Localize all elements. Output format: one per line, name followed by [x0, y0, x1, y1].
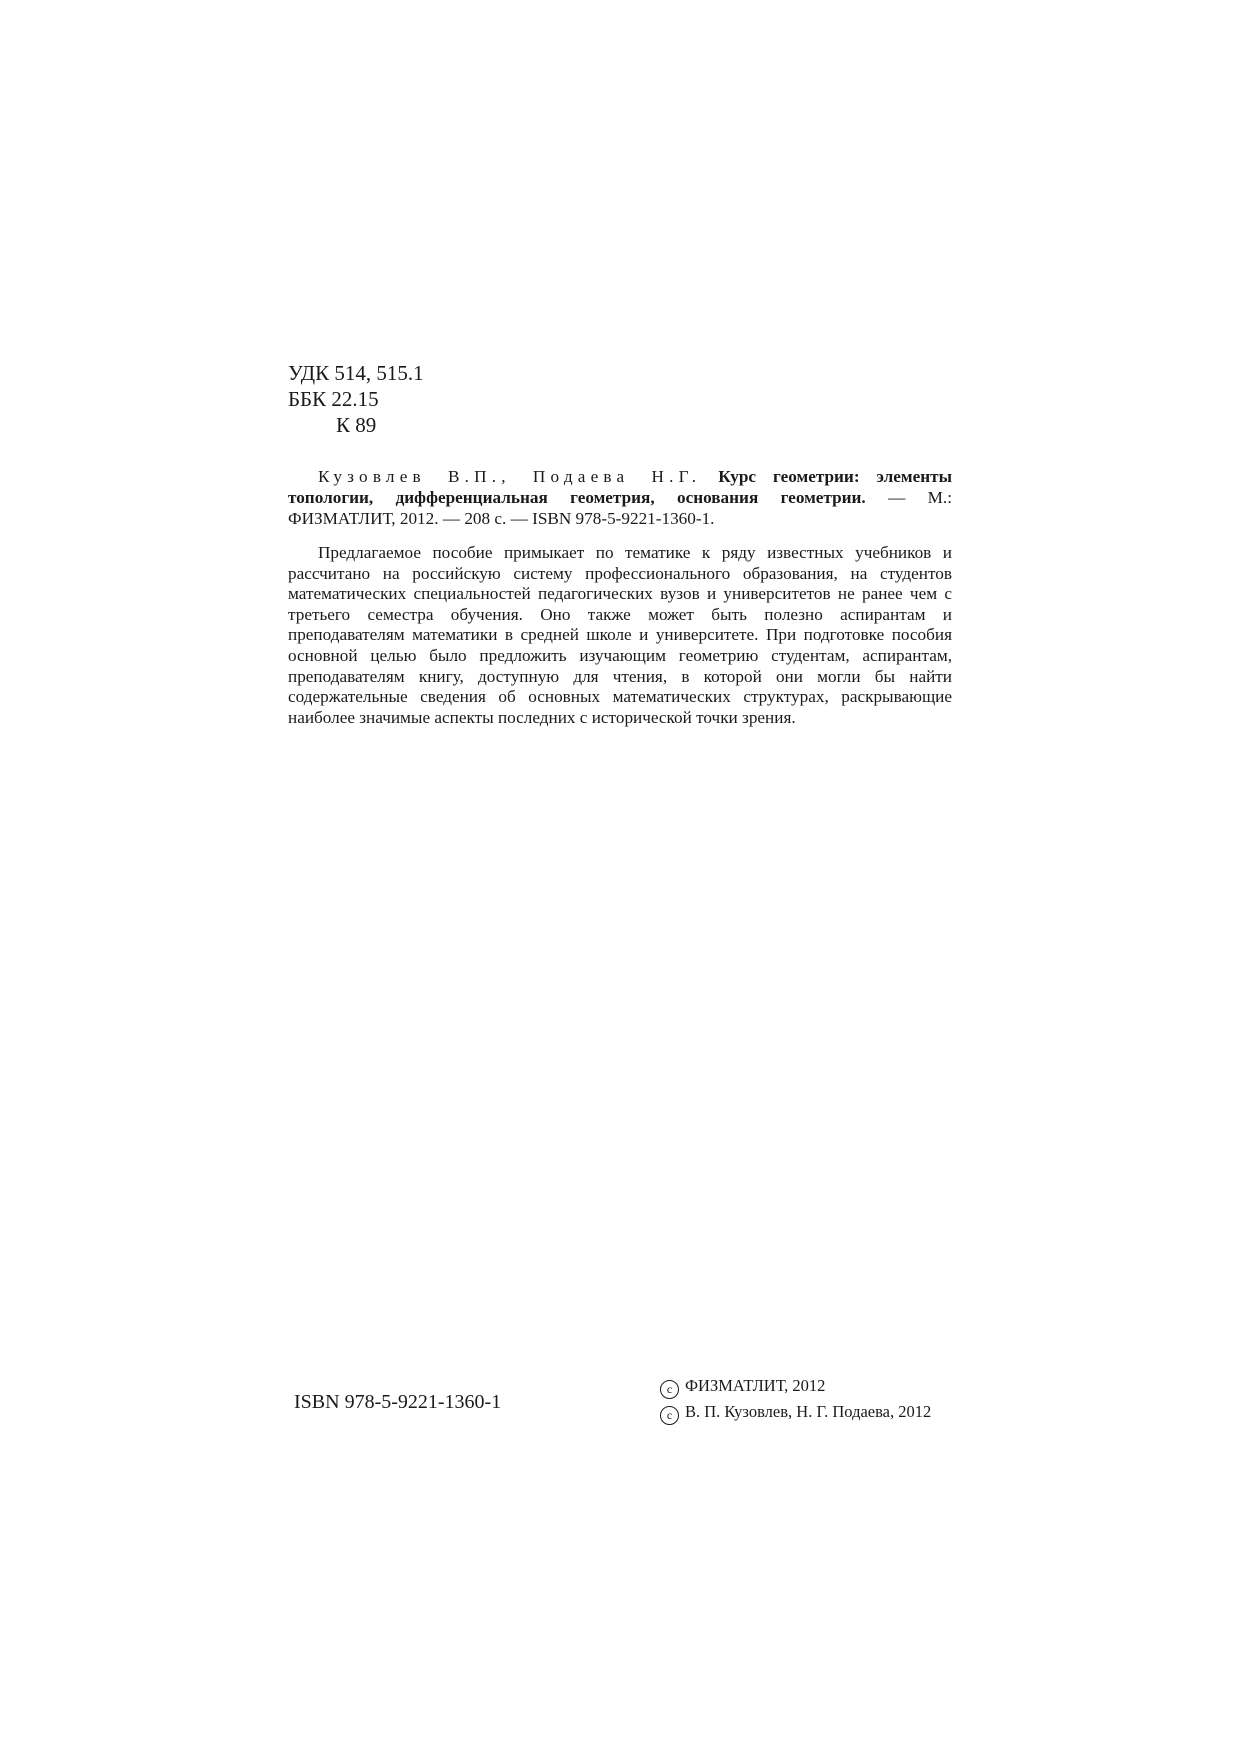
- copyright-authors: В. П. Кузовлев, Н. Г. Подаева, 2012: [685, 1402, 932, 1421]
- copyright-icon: c: [660, 1380, 679, 1399]
- imprint: — М.: ФИЗМАТЛИТ, 2012. — 208 с. — ISBN 978-5-9221-1360-1.: [288, 488, 952, 528]
- authors: Кузовлев В.П., Подаева Н.Г.: [318, 467, 702, 486]
- udk-code: УДК 514, 515.1: [288, 361, 424, 385]
- author-mark: К 89: [336, 413, 377, 437]
- classification-block: [288, 360, 424, 438]
- copyright-icon: c: [660, 1406, 679, 1425]
- annotation-block: [288, 543, 952, 728]
- book-title: Курс геометрии: элементы топологии, дифференциальная геометрия, основания геометрии.: [288, 467, 952, 507]
- bbk-code: ББК 22.15: [288, 387, 379, 411]
- copyright-block: [660, 1373, 931, 1425]
- copyright-publisher-line: [660, 1373, 931, 1399]
- copyright-authors-line: [660, 1399, 931, 1425]
- annotation-text: Предлагаемое пособие примыкает по тематике к ряду известных учебников и рассчитано на российскую систему профессионального образования, на студентов математических специальностей педагогических вузов и университетов не ранее чем с третьего семестра обучения. Оно также может быть полезно аспирантам и преподавателям математики в средней школе и университете. При подготовке пособия основной целью было предложить изучающим геометрию студентам, аспирантам, преподавателям книгу, доступную для чтения, в которой они могли бы найти содержательные сведения об основных математических структурах, раскрывающие наиболее значимые аспекты последних с исторической точки зрения.: [288, 543, 952, 727]
- isbn-footer: ISBN 978-5-9221-1360-1: [294, 1391, 502, 1413]
- bibliographic-paragraph: [288, 466, 952, 529]
- copyright-publisher: ФИЗМАТЛИТ, 2012: [685, 1376, 826, 1395]
- bibliographic-record: [288, 466, 952, 529]
